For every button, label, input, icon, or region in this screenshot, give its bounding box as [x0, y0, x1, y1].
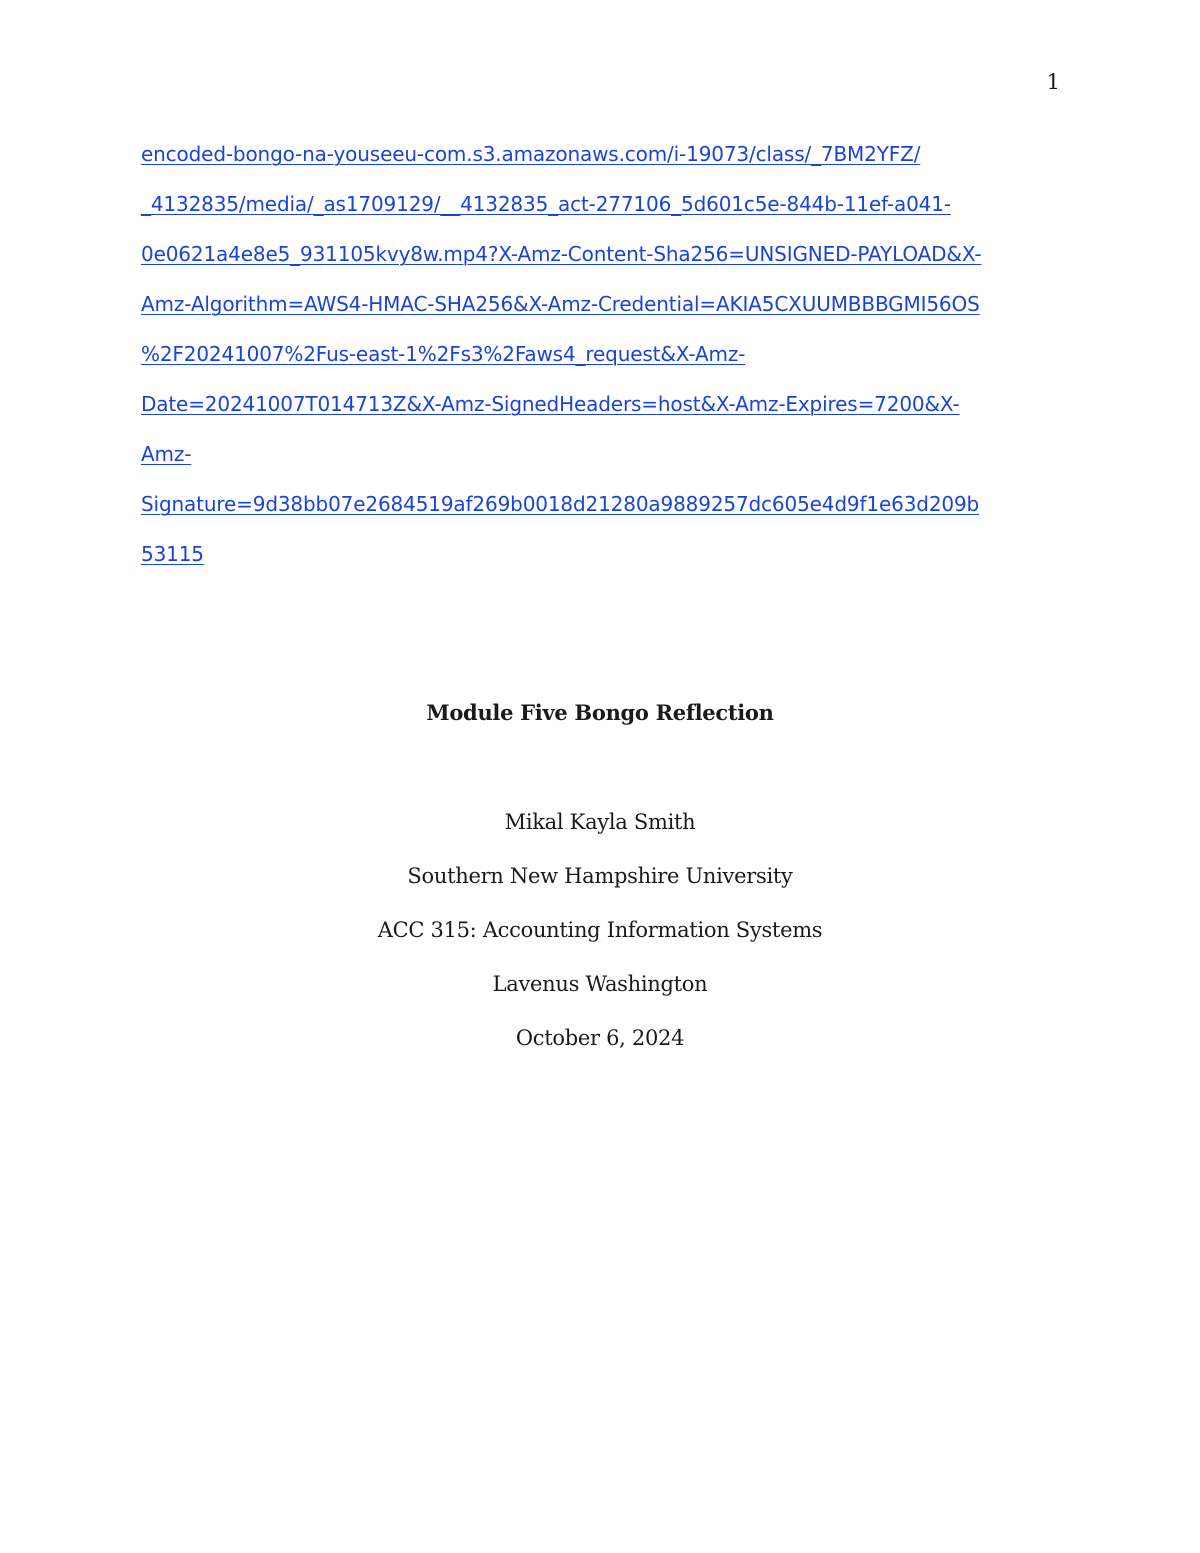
- url-line[interactable]: Amz-: [141, 442, 192, 466]
- page-number: 1: [1046, 70, 1060, 94]
- url-line[interactable]: Amz-Algorithm=AWS4-HMAC-SHA256&X-Amz-Credential=AKIA5CXUUMBBBGMI56OS: [141, 292, 980, 316]
- author-name: Mikal Kayla Smith: [504, 810, 696, 834]
- url-line[interactable]: Date=20241007T014713Z&X-Amz-SignedHeaders=host&X-Amz-Expires=7200&X-: [141, 392, 960, 416]
- url-line[interactable]: %2F20241007%2Fus-east-1%2Fs3%2Faws4_request&X-Amz-: [141, 342, 746, 366]
- institution-name: Southern New Hampshire University: [407, 864, 793, 888]
- url-line[interactable]: encoded-bongo-na-youseeu-com.s3.amazonaws.com/i-19073/class/_7BM2YFZ/: [141, 142, 921, 166]
- instructor-name: Lavenus Washington: [492, 972, 708, 996]
- video-url-link[interactable]: [141, 136, 1071, 586]
- document-title: Module Five Bongo Reflection: [426, 700, 774, 725]
- url-line[interactable]: _4132835/media/_as1709129/__4132835_act-277106_5d601c5e-844b-11ef-a041-: [141, 192, 951, 216]
- url-line[interactable]: 53115: [141, 542, 204, 566]
- submission-date: October 6, 2024: [515, 1026, 685, 1050]
- url-line[interactable]: 0e0621a4e8e5_931105kvy8w.mp4?X-Amz-Content-Sha256=UNSIGNED-PAYLOAD&X-: [141, 242, 982, 266]
- course-name: ACC 315: Accounting Information Systems: [377, 918, 823, 942]
- url-line[interactable]: Signature=9d38bb07e2684519af269b0018d21280a9889257dc605e4d9f1e63d209b: [141, 492, 980, 516]
